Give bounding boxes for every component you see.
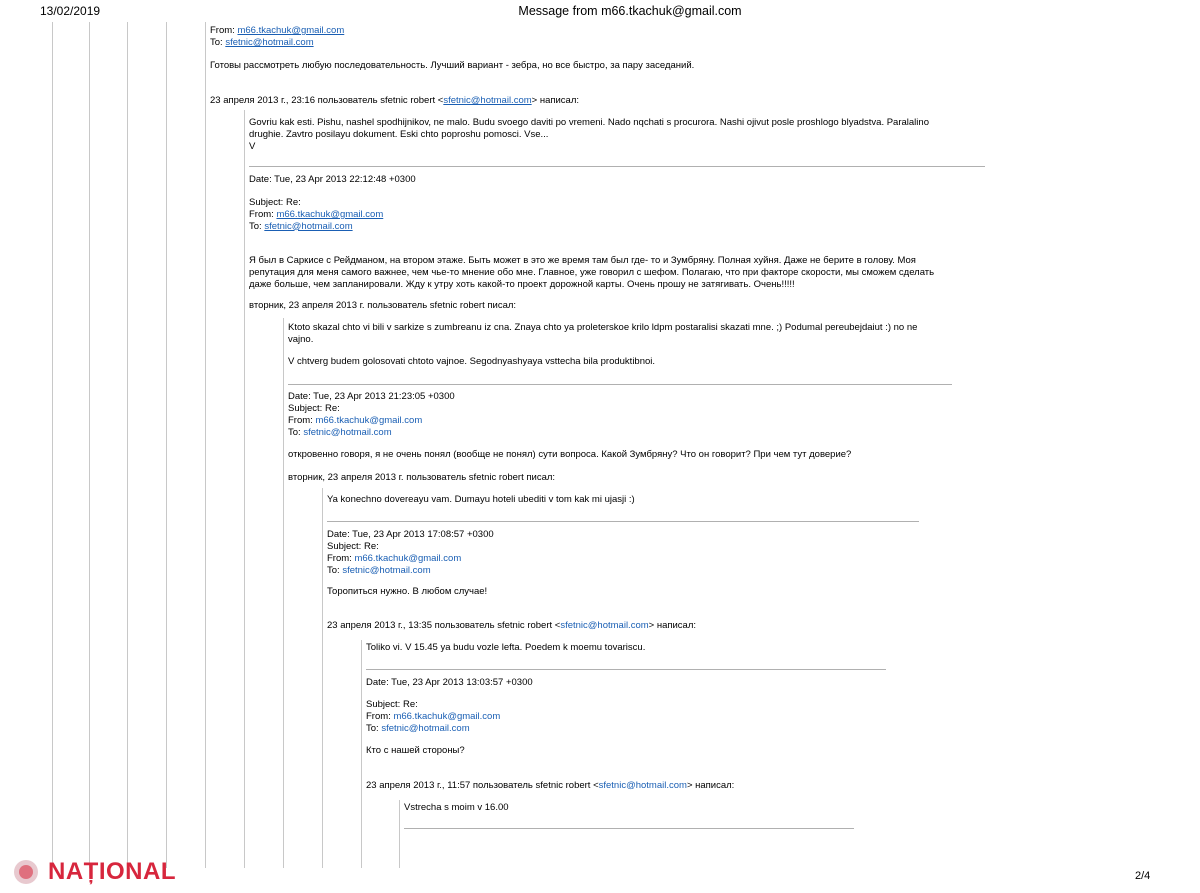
- national-logo-icon: [12, 856, 48, 888]
- to-email-link[interactable]: sfetnic@hotmail.com: [225, 36, 314, 48]
- level2-reply: откровенно говоря, я не очень понял (вообще не понял) сути вопроса. Какой Зумбряну? Что он говорит? При чем тут доверие?: [288, 449, 852, 460]
- level4-body: Toliko vi. V 15.45 ya budu vozle lefta. Poedem k moemu tovariscu.: [366, 642, 646, 653]
- level2-body2: V chtverg budem golosovati chtoto vajnoe. Segodnyashyaya vsttecha bila produktibnoi.: [288, 356, 656, 367]
- from-email-link[interactable]: m66.tkachuk@gmail.com: [354, 552, 462, 564]
- from-email-link[interactable]: m66.tkachuk@gmail.com: [276, 208, 384, 220]
- from-email-link[interactable]: m66.tkachuk@gmail.com: [315, 414, 423, 426]
- level4-headers: Subject: Re: From: m66.tkachuk@gmail.com To: sfetnic@hotmail.com: [366, 699, 501, 734]
- level2-headers: Date: Tue, 23 Apr 2013 21:23:05 +0300 Subject: Re: From: m66.tkachuk@gmail.com To: sfetnic@hotmail.com: [288, 391, 455, 438]
- from-email-link[interactable]: m66.tkachuk@gmail.com: [237, 25, 345, 36]
- from-email-link[interactable]: m66.tkachuk@gmail.com: [393, 710, 501, 722]
- level1-headers: Subject: Re: From: m66.tkachuk@gmail.com To: sfetnic@hotmail.com: [249, 197, 384, 232]
- level5-body: Vstrecha s moim v 16.00: [404, 802, 509, 813]
- print-date: 13/02/2019: [40, 4, 101, 18]
- quote-email-link[interactable]: sfetnic@hotmail.com: [443, 95, 532, 106]
- separator: [327, 521, 919, 522]
- quote-rule: [166, 22, 167, 868]
- quote-rule: [283, 318, 284, 868]
- quote-rule: [322, 488, 323, 868]
- quote-rule: [89, 22, 90, 868]
- to-email-link[interactable]: sfetnic@hotmail.com: [303, 426, 392, 438]
- national-logo: [12, 856, 176, 888]
- logo-text: NAȚIONAL: [48, 858, 176, 885]
- level3-headers: Date: Tue, 23 Apr 2013 17:08:57 +0300 Subject: Re: From: m66.tkachuk@gmail.com To: sfetnic@hotmail.com: [327, 529, 494, 576]
- to-email-link[interactable]: sfetnic@hotmail.com: [381, 722, 470, 734]
- level2-body: Ktoto skazal chto vi bili v sarkize s zumbreanu iz cna. Znaya chto ya proleterskoe krilo ldpm postaralisi skazati mne. ;) Podumal pereubejdaiut :) no ne vajno.: [288, 322, 918, 345]
- quote-rule: [361, 640, 362, 868]
- top-quote-intro: 23 апреля 2013 г., 23:16 пользователь sfetnic robert <sfetnic@hotmail.com> написал:: [210, 95, 580, 106]
- separator: [404, 828, 854, 829]
- top-body: Готовы рассмотреть любую последовательность. Лучший вариант - зебра, но все быстро, за пару заседаний.: [210, 60, 695, 71]
- level4-date: Date: Tue, 23 Apr 2013 13:03:57 +0300: [366, 677, 533, 688]
- separator: [249, 166, 985, 167]
- level3-quote-intro: 23 апреля 2013 г., 13:35 пользователь sfetnic robert <sfetnic@hotmail.com> написал:: [327, 620, 697, 631]
- level1-body: Govriu kak esti. Pishu, nashel spodhijnikov, ne malo. Budu svoego daviti po vremeni. Nado nqchati s procurora. Nashi ojivut posle proshlogo blyadstva. Paralalino drughie. Zavtro posilayu dokument. Eski chto poproshu pomosci. Vse... V: [249, 117, 929, 152]
- quote-email-link[interactable]: sfetnic@hotmail.com: [598, 780, 687, 791]
- quote-rule: [244, 110, 245, 868]
- quote-rule: [127, 22, 128, 868]
- level1-date: Date: Tue, 23 Apr 2013 22:12:48 +0300: [249, 174, 416, 185]
- level4-quote-intro: 23 апреля 2013 г., 11:57 пользователь sfetnic robert <sfetnic@hotmail.com> написал:: [366, 780, 735, 791]
- level2-quote-intro: вторник, 23 апреля 2013 г. пользователь sfetnic robert писал:: [288, 472, 556, 483]
- level4-reply: Кто с нашей стороны?: [366, 745, 465, 756]
- quote-rule: [52, 22, 53, 868]
- level3-reply: Торопиться нужно. В любом случае!: [327, 586, 488, 597]
- page-title: Message from m66.tkachuk@gmail.com: [518, 4, 742, 18]
- separator: [288, 384, 952, 385]
- quote-rule: [399, 800, 400, 868]
- level3-body: Ya konechno dovereayu vam. Dumayu hoteli ubediti v tom kak mi ujasji :): [327, 494, 635, 505]
- to-email-link[interactable]: sfetnic@hotmail.com: [342, 564, 431, 576]
- level1-reply: Я был в Саркисе с Рейдманом, на втором этаже. Быть может в это же время там был где- то и Зумбряну. Полная хуйня. Даже не берите в голову. Моя репутация для меня самого важнее, чем чье-то мнение обо мне. Главное, уже говорил с шефом. Полагаю, что при факторе скорости, мы сможем сделать даже больше, чем запланировали. Жду к утру хоть какой-то проект дорожной карты. Очень прошу не затягивать. Очень!!!!!: [249, 255, 935, 290]
- to-email-link[interactable]: sfetnic@hotmail.com: [264, 220, 353, 232]
- level1-quote-intro: вторник, 23 апреля 2013 г. пользователь sfetnic robert писал:: [249, 300, 517, 311]
- quote-rule: [205, 22, 206, 868]
- top-headers: From: m66.tkachuk@gmail.com To: sfetnic@hotmail.com: [210, 25, 345, 48]
- quote-email-link[interactable]: sfetnic@hotmail.com: [560, 620, 649, 631]
- separator: [366, 669, 886, 670]
- page-number: 2/4: [1135, 870, 1151, 882]
